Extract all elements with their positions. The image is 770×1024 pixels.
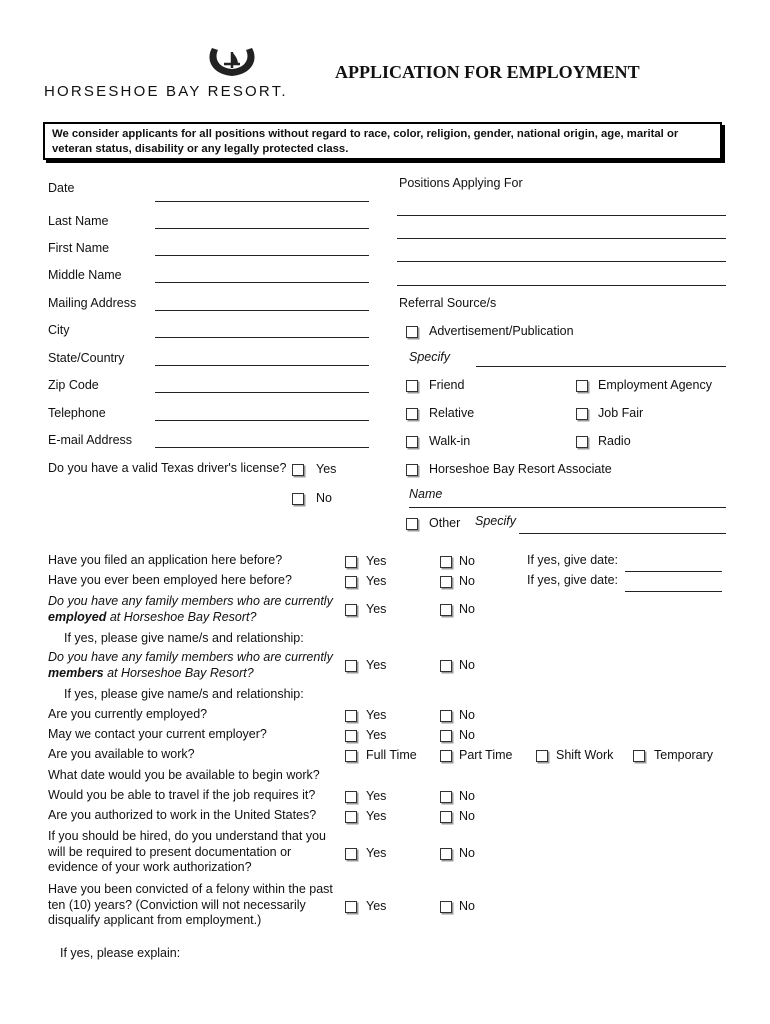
q-documentation-yes-checkbox[interactable] xyxy=(345,848,357,860)
mailing-address-field[interactable] xyxy=(155,310,369,311)
mailing-address-label: Mailing Address xyxy=(48,296,137,310)
specify-field[interactable] xyxy=(476,366,726,367)
q-employed-no-checkbox[interactable] xyxy=(440,576,452,588)
city-label: City xyxy=(48,323,70,337)
q-documentation-yes-label: Yes xyxy=(366,846,387,860)
q-employed-before: Have you ever been employed here before? xyxy=(48,573,292,587)
state-country-label: State/Country xyxy=(48,351,125,365)
relative-checkbox[interactable] xyxy=(406,408,418,420)
q-filed-date-field[interactable] xyxy=(625,571,722,572)
q-employed-date-label: If yes, give date: xyxy=(527,573,619,587)
q-authorized-yes-label: Yes xyxy=(366,809,387,823)
q-currently-employed-yes-label: Yes xyxy=(366,708,387,722)
q-family-employed-yes-checkbox[interactable] xyxy=(345,604,357,616)
middle-name-label: Middle Name xyxy=(48,268,122,282)
q-family-employed-mark: ? xyxy=(249,609,257,624)
q-family-members-yes-checkbox[interactable] xyxy=(345,660,357,672)
q-family-members-no-label: No xyxy=(459,658,475,672)
q-employed-yes-checkbox[interactable] xyxy=(345,576,357,588)
q-currently-employed: Are you currently employed? xyxy=(48,707,208,721)
other-specify-label: Specify xyxy=(475,514,516,528)
friend-checkbox[interactable] xyxy=(406,380,418,392)
associate-name-label: Name xyxy=(409,487,443,501)
q-family-employed-text2: at Horseshoe Bay Resort xyxy=(109,609,250,624)
q-currently-employed-yes-checkbox[interactable] xyxy=(345,710,357,722)
last-name-label: Last Name xyxy=(48,214,109,228)
q-documentation-no-checkbox[interactable] xyxy=(440,848,452,860)
telephone-label: Telephone xyxy=(48,406,106,420)
state-country-field[interactable] xyxy=(155,365,369,366)
advertisement-label: Advertisement/Publication xyxy=(429,324,574,338)
zip-code-label: Zip Code xyxy=(48,378,99,392)
q-family-employed-follow: If yes, please give name/s and relationship: xyxy=(64,631,304,645)
q-family-employed xyxy=(48,594,333,625)
q-felony: Have you been convicted of a felony within the past ten (10) years? (Conviction will not necessarily disqualify applicant from employment.) xyxy=(48,882,333,927)
q-employed-yes-label: Yes xyxy=(366,574,387,588)
q-filed-date-label: If yes, give date: xyxy=(527,553,619,567)
referral-label: Referral Source/s xyxy=(399,296,497,310)
q-authorized: Are you authorized to work in the United States? xyxy=(48,808,317,822)
shift-work-checkbox[interactable] xyxy=(536,750,548,762)
advertisement-checkbox[interactable] xyxy=(406,326,418,338)
email-label: E-mail Address xyxy=(48,433,133,447)
q-felony-no-checkbox[interactable] xyxy=(440,901,452,913)
q-documentation: If you should be hired, do you understand that you will be required to present documentation or evidence of your work authorization? xyxy=(48,829,326,874)
brand-name: HORSESHOE BAY RESORT. xyxy=(44,83,288,100)
radio-checkbox[interactable] xyxy=(576,436,588,448)
associate-name-field[interactable] xyxy=(409,507,726,508)
positions-field-3[interactable] xyxy=(397,261,726,262)
q-felony-yes-checkbox[interactable] xyxy=(345,901,357,913)
q-authorized-no-label: No xyxy=(459,809,475,823)
associate-checkbox[interactable] xyxy=(406,464,418,476)
city-field[interactable] xyxy=(155,337,369,338)
q-felony-yes-label: Yes xyxy=(366,899,387,913)
license-no-label: No xyxy=(316,491,332,505)
radio-label: Radio xyxy=(598,434,631,448)
q-family-members-text: Do you have any family members who are currently xyxy=(48,650,333,664)
q-currently-employed-no-label: No xyxy=(459,708,475,722)
middle-name-field[interactable] xyxy=(155,282,369,283)
license-yes-label: Yes xyxy=(316,462,337,476)
walk-in-checkbox[interactable] xyxy=(406,436,418,448)
positions-label: Positions Applying For xyxy=(399,176,523,190)
license-yes-checkbox[interactable] xyxy=(292,464,304,476)
q-authorized-no-checkbox[interactable] xyxy=(440,811,452,823)
walk-in-label: Walk-in xyxy=(429,434,471,448)
q-family-employed-yes-label: Yes xyxy=(366,602,387,616)
email-field[interactable] xyxy=(155,447,369,448)
q-travel: Would you be able to travel if the job requires it? xyxy=(48,788,316,802)
q-start-date: What date would you be available to begin work? xyxy=(48,768,320,782)
employment-agency-label: Employment Agency xyxy=(598,378,712,392)
q-travel-yes-checkbox[interactable] xyxy=(345,791,357,803)
q-family-members-text2: at Horseshoe Bay Resort xyxy=(107,665,247,680)
job-fair-label: Job Fair xyxy=(598,406,644,420)
q-family-members xyxy=(48,650,333,681)
last-name-field[interactable] xyxy=(155,228,369,229)
full-time-checkbox[interactable] xyxy=(345,750,357,762)
q-travel-yes-label: Yes xyxy=(366,789,387,803)
page-title: APPLICATION FOR EMPLOYMENT xyxy=(335,62,640,82)
temporary-checkbox[interactable] xyxy=(633,750,645,762)
q-filed-yes-label: Yes xyxy=(366,554,387,568)
shift-work-label: Shift Work xyxy=(556,748,614,762)
q-family-members-yes-label: Yes xyxy=(366,658,387,672)
q-contact-employer-no-label: No xyxy=(459,728,475,742)
q-family-members-follow: If yes, please give name/s and relationship: xyxy=(64,687,304,701)
date-label: Date xyxy=(48,181,75,195)
q-filed-no-label: No xyxy=(459,554,475,568)
q-contact-employer-yes-checkbox[interactable] xyxy=(345,730,357,742)
q-family-members-mark: ? xyxy=(246,665,254,680)
q-family-members-bold: members xyxy=(48,665,104,680)
other-specify-field[interactable] xyxy=(519,533,726,534)
q-family-members-no-checkbox[interactable] xyxy=(440,660,452,672)
friend-label: Friend xyxy=(429,378,465,392)
q-employed-date-field[interactable] xyxy=(625,591,722,592)
q-filed-no-checkbox[interactable] xyxy=(440,556,452,568)
equal-opportunity-notice: We consider applicants for all positions without regard to race, color, religion, gender, national origin, age, marital or veteran status, disability or any legally protected class. xyxy=(43,122,722,160)
positions-field-4[interactable] xyxy=(397,285,726,286)
q-contact-employer: May we contact your current employer? xyxy=(48,727,267,741)
license-no-checkbox[interactable] xyxy=(292,493,304,505)
q-filed-before: Have you filed an application here before? xyxy=(48,553,283,567)
q-contact-employer-no-checkbox[interactable] xyxy=(440,730,452,742)
positions-field-2[interactable] xyxy=(397,238,726,239)
q-filed-yes-checkbox[interactable] xyxy=(345,556,357,568)
telephone-field[interactable] xyxy=(155,420,369,421)
specify-label: Specify xyxy=(409,350,450,364)
first-name-label: First Name xyxy=(48,241,110,255)
q-travel-no-label: No xyxy=(459,789,475,803)
associate-label: Horseshoe Bay Resort Associate xyxy=(429,462,612,476)
part-time-checkbox[interactable] xyxy=(440,750,452,762)
full-time-label: Full Time xyxy=(366,748,417,762)
q-currently-employed-no-checkbox[interactable] xyxy=(440,710,452,722)
horseshoe-logo-icon xyxy=(204,44,260,80)
q-family-employed-no-checkbox[interactable] xyxy=(440,604,452,616)
q-available: Are you available to work? xyxy=(48,747,195,761)
other-label: Other xyxy=(429,516,461,530)
q-felony-no-label: No xyxy=(459,899,475,913)
license-question: Do you have a valid Texas driver's license? xyxy=(48,461,287,475)
q-travel-no-checkbox[interactable] xyxy=(440,791,452,803)
q-authorized-yes-checkbox[interactable] xyxy=(345,811,357,823)
employment-agency-checkbox[interactable] xyxy=(576,380,588,392)
q-felony-explain: If yes, please explain: xyxy=(60,946,181,960)
date-field[interactable] xyxy=(155,201,369,202)
q-contact-employer-yes-label: Yes xyxy=(366,728,387,742)
other-checkbox[interactable] xyxy=(406,518,418,530)
q-family-employed-text: Do you have any family members who are currently xyxy=(48,594,333,608)
relative-label: Relative xyxy=(429,406,475,420)
job-fair-checkbox[interactable] xyxy=(576,408,588,420)
zip-code-field[interactable] xyxy=(155,392,369,393)
q-documentation-no-label: No xyxy=(459,846,475,860)
temporary-label: Temporary xyxy=(654,748,714,762)
first-name-field[interactable] xyxy=(155,255,369,256)
q-family-employed-bold: employed xyxy=(48,609,107,624)
q-family-employed-no-label: No xyxy=(459,602,475,616)
part-time-label: Part Time xyxy=(459,748,513,762)
q-employed-no-label: No xyxy=(459,574,475,588)
positions-field-1[interactable] xyxy=(397,215,726,216)
